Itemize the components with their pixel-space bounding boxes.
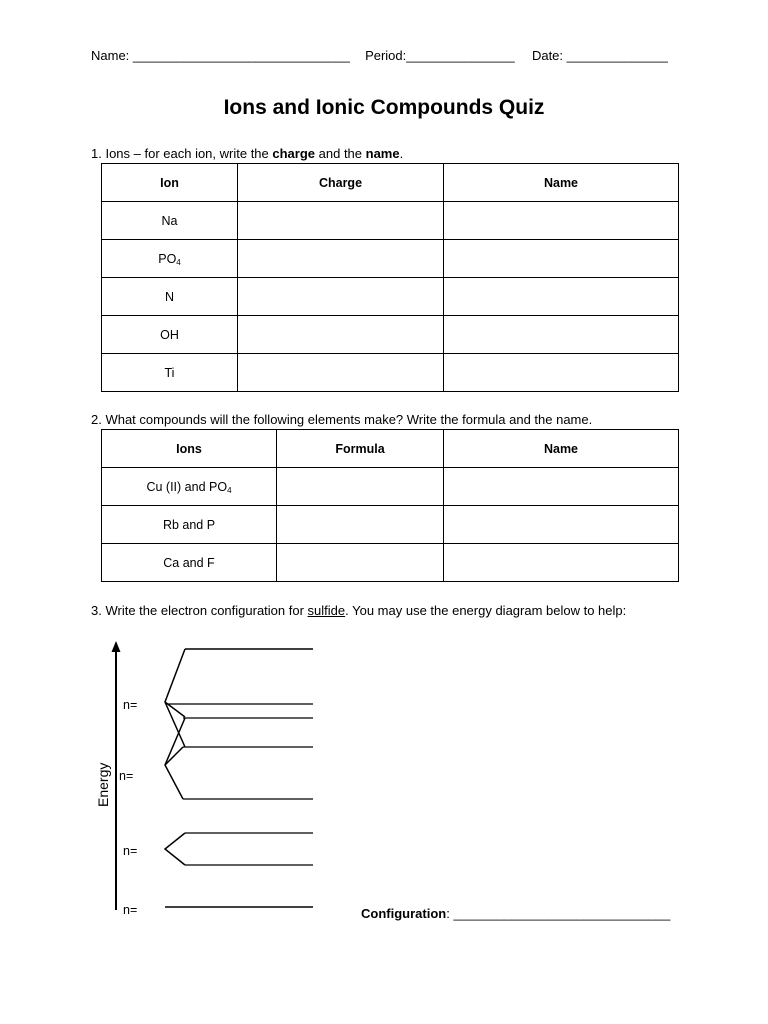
- table-row: [102, 202, 679, 240]
- compounds-table-header: [102, 430, 679, 468]
- charge-answer-cell[interactable]: [238, 278, 444, 316]
- name-answer-cell[interactable]: [444, 506, 679, 544]
- column-header-ions: Ions: [102, 430, 277, 468]
- level-label-n2: n=: [123, 844, 138, 858]
- level-4-branch: [165, 649, 185, 747]
- table-row: [102, 354, 679, 392]
- ions-table-header: [102, 164, 679, 202]
- question-3-prompt: 3. Write the electron configuration for sulfide. You may use the energy diagram below to help:: [91, 603, 627, 618]
- header-fields: [91, 48, 691, 63]
- ion-cell: Na: [102, 202, 238, 240]
- ion-cell: Ti: [102, 354, 238, 392]
- ions-table: [101, 163, 679, 392]
- name-answer-cell[interactable]: [444, 354, 679, 392]
- ions-cell: Cu (II) and $PO_4$: [102, 468, 277, 506]
- name-answer-cell[interactable]: [444, 316, 679, 354]
- ions-cell: Rb and P: [102, 506, 277, 544]
- level-3-branch: [165, 718, 185, 799]
- ion-cell: N: [102, 278, 238, 316]
- ion-cell: OH: [102, 316, 238, 354]
- page-title: Ions and Ionic Compounds Quiz: [223, 96, 545, 119]
- name-answer-cell[interactable]: [444, 468, 679, 506]
- table-row: [102, 316, 679, 354]
- table-row: [102, 544, 679, 582]
- configuration-field[interactable]: Configuration: ______________________________: [361, 906, 671, 921]
- formula-answer-cell[interactable]: [277, 506, 444, 544]
- name-answer-cell[interactable]: [444, 278, 679, 316]
- table-row: [102, 506, 679, 544]
- name-answer-cell[interactable]: [444, 240, 679, 278]
- question-1-prompt: 1. Ions – for each ion, write the charge and the name.: [91, 146, 404, 161]
- energy-axis-label: Energy: [95, 762, 111, 807]
- formula-answer-cell[interactable]: [277, 544, 444, 582]
- name-answer-cell[interactable]: [444, 544, 679, 582]
- energy-diagram: [85, 635, 325, 925]
- level-label-n4: n=: [123, 698, 138, 712]
- ion-cell: $PO_4$: [102, 240, 238, 278]
- column-header-name: Name: [444, 430, 679, 468]
- question-2-prompt: 2. What compounds will the following elements make? Write the formula and the name.: [91, 412, 593, 427]
- arrow-up-icon: [112, 641, 121, 652]
- level-label-n1: n=: [123, 903, 138, 917]
- charge-answer-cell[interactable]: [238, 354, 444, 392]
- compounds-table: [101, 429, 679, 582]
- period-field[interactable]: Period:_______________: [365, 48, 515, 63]
- charge-answer-cell[interactable]: [238, 240, 444, 278]
- ions-cell: Ca and F: [102, 544, 277, 582]
- table-row: [102, 278, 679, 316]
- column-header-charge: Charge: [238, 164, 444, 202]
- column-header-name: Name: [444, 164, 679, 202]
- column-header-ion: Ion: [102, 164, 238, 202]
- column-header-formula: Formula: [277, 430, 444, 468]
- formula-answer-cell[interactable]: [277, 468, 444, 506]
- level-2-branch: [165, 833, 185, 865]
- charge-answer-cell[interactable]: [238, 202, 444, 240]
- name-answer-cell[interactable]: [444, 202, 679, 240]
- date-field[interactable]: Date: ______________: [531, 48, 668, 63]
- name-field[interactable]: Name: ______________________________: [91, 48, 350, 63]
- table-row: [102, 468, 679, 506]
- level-label-n3: n=: [119, 769, 134, 783]
- table-row: [102, 240, 679, 278]
- charge-answer-cell[interactable]: [238, 316, 444, 354]
